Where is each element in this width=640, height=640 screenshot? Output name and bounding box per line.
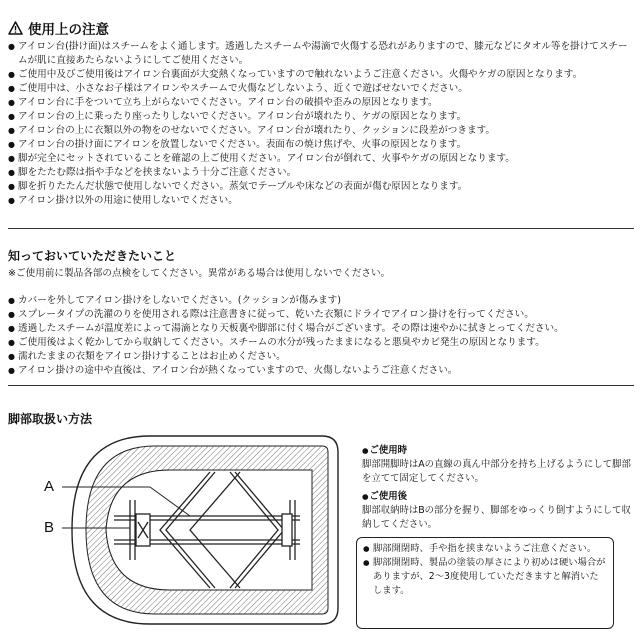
knowledge-title: 知っておいていただきたいこと	[8, 249, 177, 263]
knowledge-note: ※ご使用前に製品各部の点検をしてください。異常がある場合は使用しないでください。	[8, 268, 391, 279]
list-item: ● ご使用後はよく乾かしてから収納してください。スチームの水分が残ったままになると悪臭やカビ発生の原因となります。	[8, 336, 634, 350]
list-item: ● アイロン台に手をついて立ち上がらないでください。アイロン台の破損や歪みの原因となります。	[8, 96, 634, 110]
list-item: ● アイロン台の上に乗ったり座ったりしないでください。アイロン台が壊れたり、ケガの原因となります。	[8, 110, 634, 124]
warning-icon	[8, 21, 23, 35]
label-a: A	[44, 478, 55, 495]
list-item: ● カバーを外してアイロン掛けをしないでください。(クッションが傷みます)	[8, 294, 634, 308]
list-item: ● 脚部開閉時、手や指を挟まないようご注意ください。	[363, 542, 607, 556]
list-item: ● アイロン台の上に衣類以外の物をのせないでください。アイロン台が壊れたり、クッションに段差がつきます。	[8, 124, 634, 138]
list-item: ● アイロン掛けの途中や直後は、アイロン台が熱くなっていますので、火傷しないようご注意ください。	[8, 364, 634, 378]
leg-caution-box	[356, 537, 614, 629]
list-item: ● アイロン台(掛け面)はスチームをよく通します。透過したスチームや湯滴で火傷する恐れがありますので、膝元などにタオル等を掛けてスチームが肌に直接あたらないようにしてご使用ください。	[8, 40, 634, 68]
caution-heading	[8, 18, 109, 38]
list-item: ● アイロン台の掛け面にアイロンを放置しないでください。表面布の焼け焦げや、火事の原因となります。	[8, 138, 634, 152]
section-divider	[8, 385, 634, 386]
use-text: 脚部開脚時はAの直線の真ん中部分を持ち上げるようにして脚部を立てて固定してください。	[362, 459, 631, 484]
after-title: ● ご使用後	[362, 490, 634, 504]
list-item: ● 脚が完全にセットされていることを確認の上ご使用ください。アイロン台が倒れて、火事やケガの原因となります。	[8, 152, 634, 166]
use-title: ● ご使用時	[362, 444, 634, 458]
after-instructions	[362, 490, 634, 532]
list-item: ● 透過したスチームが温度差によって湯滴となり天板裏や脚部に付く場合がございます。その際は速やかに拭きとってください。	[8, 322, 634, 336]
list-item: ● スプレータイプの洗濯のりを使用される際は注意書きに従って、乾いた衣類にドライでアイロン掛けを行ってください。	[8, 308, 634, 322]
label-b: B	[44, 519, 55, 536]
list-item: ● 脚をたたむ際は指や手などを挟まないよう十分ご注意ください。	[8, 166, 634, 180]
after-text: 脚部収納時はBの部分を握り、脚部をゆっくり倒すようにして収納してください。	[362, 505, 631, 530]
list-item: ● 脚を折りたたんだ状態で使用しないでください。蒸気でテーブルや床などの表面が傷む原因となります。	[8, 180, 634, 194]
knowledge-list	[8, 294, 634, 378]
legs-title: 脚部取扱い方法	[8, 412, 93, 426]
list-item: ● ご使用中は、小さなお子様はアイロンやスチームで火傷などしないよう、近くで遊ばせないでください。	[8, 82, 634, 96]
list-item: ● 濡れたままの衣類をアイロン掛けすることはお止めください。	[8, 350, 634, 364]
section-divider	[8, 228, 634, 229]
list-item: ● アイロン掛け以外の用途に使用しないでください。	[8, 194, 634, 208]
use-instructions	[362, 444, 634, 486]
list-item: ● 脚部開閉時、製品の塗装の厚さにより初めは硬い場合がありますが、2〜3度使用していただきますと解消いたします。	[363, 556, 607, 598]
list-item: ● ご使用中及びご使用後はアイロン台裏面が大変熱くなっていますので触れないようご注意ください。火傷やケガの原因となります。	[8, 68, 634, 82]
ironing-board-diagram	[60, 430, 350, 630]
caution-title: 使用上の注意	[28, 22, 109, 38]
caution-list	[8, 40, 634, 208]
